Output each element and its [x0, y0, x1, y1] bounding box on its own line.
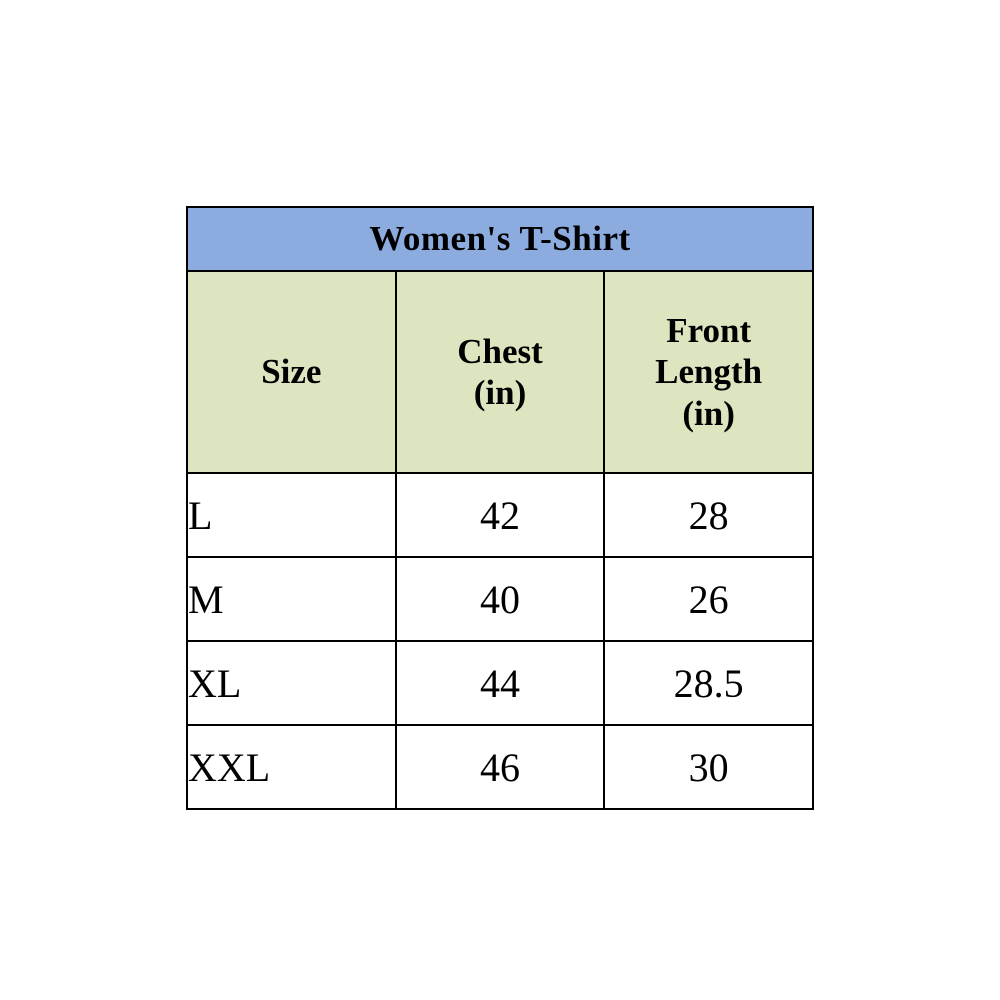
cell-front-length: 30	[604, 725, 813, 809]
column-header-size-line-1: Size	[261, 352, 322, 392]
cell-size: M	[187, 557, 396, 641]
cell-front-length: 28.5	[604, 641, 813, 725]
column-header-front-length-line-3: (in)	[682, 393, 735, 433]
column-header-size	[187, 271, 396, 473]
cell-size: XL	[187, 641, 396, 725]
table-title: Women's T-Shirt	[187, 207, 813, 271]
cell-size: L	[187, 473, 396, 557]
cell-chest: 46	[396, 725, 605, 809]
column-header-front-length-line-2: Length	[655, 352, 763, 392]
table-row	[187, 641, 813, 725]
cell-chest: 40	[396, 557, 605, 641]
cell-size: XXL	[187, 725, 396, 809]
size-chart-table	[186, 206, 814, 810]
table-title-row	[187, 207, 813, 271]
table-row	[187, 725, 813, 809]
cell-front-length: 26	[604, 557, 813, 641]
column-header-chest	[396, 271, 605, 473]
cell-chest: 42	[396, 473, 605, 557]
cell-chest: 44	[396, 641, 605, 725]
cell-front-length: 28	[604, 473, 813, 557]
table-header-row	[187, 271, 813, 473]
column-header-chest-line-1: Chest	[457, 331, 543, 371]
column-header-front-length-line-1: Front	[666, 311, 752, 351]
column-header-chest-line-2: (in)	[473, 373, 527, 412]
table-row	[187, 473, 813, 557]
column-header-front-length	[604, 271, 813, 473]
table-row	[187, 557, 813, 641]
